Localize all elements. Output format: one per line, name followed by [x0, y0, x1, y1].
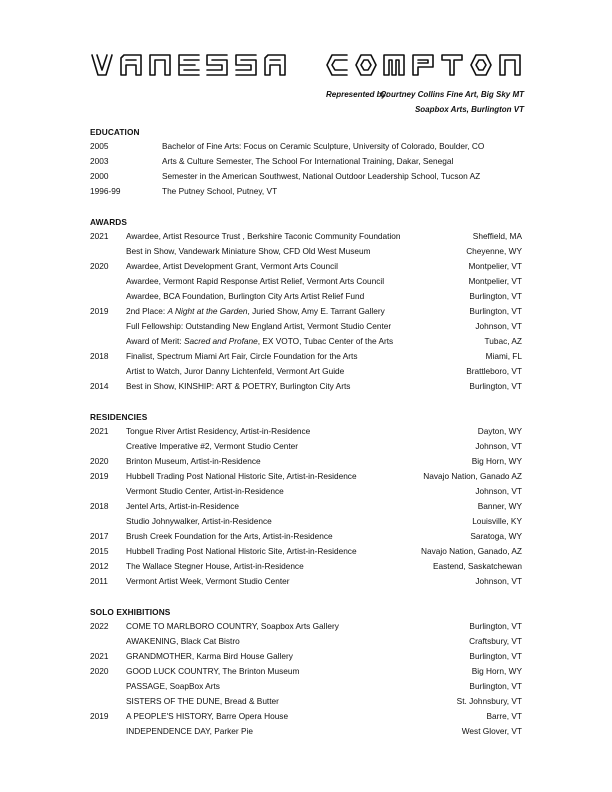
award-row	[90, 379, 522, 394]
row-description: Awardee, Artist Resource Trust , Berkshire Taconic Community Foundation	[126, 231, 401, 241]
row-location: Burlington, VT	[469, 381, 522, 391]
row-location: Miami, FL	[485, 351, 522, 361]
letter-t-glyph	[440, 52, 464, 78]
row-description: Finalist, Spectrum Miami Art Fair, Circle Foundation for the Arts	[126, 351, 358, 361]
row-location: Burlington, VT	[469, 291, 522, 301]
row-location: Barre, VT	[486, 711, 522, 721]
row-description: Semester in the American Southwest, National Outdoor Leadership School, Tucson AZ	[162, 171, 481, 181]
row-year: 2018	[90, 501, 109, 511]
row-description: Awardee, BCA Foundation, Burlington City Arts Artist Relief Fund	[126, 291, 365, 301]
row-description: Full Fellowship: Outstanding New England Artist, Vermont Studio Center	[126, 321, 392, 331]
row-description: Best in Show, Vandewark Miniature Show, CFD Old West Museum	[126, 246, 371, 256]
row-location: Dayton, WY	[477, 426, 522, 436]
residency-row	[90, 574, 522, 589]
letter-v-glyph	[90, 52, 114, 78]
row-location: Johnson, VT	[475, 321, 522, 331]
exhibition-row	[90, 694, 522, 709]
row-location: Louisville, KY	[472, 516, 522, 526]
row-description: Brinton Museum, Artist-in-Residence	[126, 456, 261, 466]
row-location: Johnson, VT	[475, 486, 522, 496]
row-description: Hubbell Trading Post National Historic Site, Artist-in-Residence	[126, 546, 357, 556]
residency-row	[90, 529, 522, 544]
row-description: Vermont Artist Week, Vermont Studio Center	[126, 576, 290, 586]
award-row	[90, 229, 522, 244]
row-location: Big Horn, WY	[471, 456, 522, 466]
row-location: Navajo Nation, Ganado, AZ	[420, 546, 522, 556]
row-year: 2020	[90, 261, 109, 271]
residency-row	[90, 484, 522, 499]
row-year: 2012	[90, 561, 109, 571]
row-location: West Glover, VT	[461, 726, 522, 736]
residency-row	[90, 454, 522, 469]
residencies-heading: RESIDENCIES	[90, 412, 148, 422]
row-year: 2015	[90, 546, 109, 556]
exhibition-row	[90, 664, 522, 679]
row-year: 2017	[90, 531, 109, 541]
education-row	[90, 154, 522, 169]
row-description: Jentel Arts, Artist-in-Residence	[126, 501, 239, 511]
row-year: 2022	[90, 621, 109, 631]
row-description: A PEOPLE'S HISTORY, Barre Opera House	[126, 711, 289, 721]
exhibition-row	[90, 679, 522, 694]
solo-exhibitions-heading: SOLO EXHIBITIONS	[90, 607, 171, 617]
education-row	[90, 184, 522, 199]
row-location: Banner, WY	[477, 501, 522, 511]
residency-row	[90, 439, 522, 454]
row-year: 2021	[90, 651, 109, 661]
description-text: Award of Merit:	[126, 336, 184, 346]
row-location: Craftsbury, VT	[469, 636, 522, 646]
row-description: Bachelor of Fine Arts: Focus on Ceramic Sculpture, University of Colorado, Boulder, CO	[162, 141, 485, 151]
row-year: 2021	[90, 231, 109, 241]
row-year: 2021	[90, 426, 109, 436]
row-year: 2003	[90, 156, 109, 166]
row-location: Burlington, VT	[469, 681, 522, 691]
residency-row	[90, 559, 522, 574]
row-description: Tongue River Artist Residency, Artist-in-Residence	[126, 426, 311, 436]
education-row	[90, 169, 522, 184]
description-text: , EX VOTO, Tubac Center of the Arts	[257, 336, 394, 346]
row-location: Montpelier, VT	[468, 261, 522, 271]
row-description	[126, 304, 385, 319]
row-description: Creative Imperative #2, Vermont Studio Center	[126, 441, 299, 451]
row-description: SISTERS OF THE DUNE, Bread & Butter	[126, 696, 279, 706]
letter-c-glyph	[325, 52, 349, 78]
letter-o-glyph	[469, 52, 493, 78]
row-location: Eastend, Saskatchewan	[432, 561, 522, 571]
row-description: INDEPENDENCE DAY, Parker Pie	[126, 726, 253, 736]
letter-o-glyph	[354, 52, 378, 78]
exhibition-row	[90, 634, 522, 649]
awards-section	[90, 216, 522, 394]
education-heading: EDUCATION	[90, 127, 140, 137]
residency-row	[90, 469, 522, 484]
row-description: Artist to Watch, Juror Danny Lichtenfeld, Vermont Art Guide	[126, 366, 345, 376]
row-description: Awardee, Artist Development Grant, Vermont Arts Council	[126, 261, 338, 271]
row-description: GRANDMOTHER, Karma Bird House Gallery	[126, 651, 293, 661]
awards-heading: AWARDS	[90, 217, 128, 227]
row-year: 2019	[90, 306, 109, 316]
row-location: Navajo Nation, Ganado AZ	[423, 471, 522, 481]
description-text: , Juried Show, Amy E. Tarrant Gallery	[247, 306, 385, 316]
education-row	[90, 139, 522, 154]
award-row	[90, 289, 522, 304]
row-year: 2005	[90, 141, 109, 151]
row-description	[126, 334, 393, 349]
award-row	[90, 244, 522, 259]
exhibition-row	[90, 709, 522, 724]
letter-n-glyph	[148, 52, 172, 78]
exhibition-title: Sacred and Profane	[183, 336, 258, 346]
row-description: Studio Johnywalker, Artist-in-Residence	[126, 516, 272, 526]
row-description: Brush Creek Foundation for the Arts, Artist-in-Residence	[126, 531, 333, 541]
residencies-section	[90, 411, 522, 589]
letter-m-glyph	[382, 52, 406, 78]
row-description: Awardee, Vermont Rapid Response Artist Relief, Vermont Arts Council	[126, 276, 385, 286]
award-row	[90, 259, 522, 274]
row-location: Burlington, VT	[469, 621, 522, 631]
row-location: Cheyenne, WY	[466, 246, 522, 256]
row-location: Big Horn, WY	[471, 666, 522, 676]
solo-exhibitions-section	[90, 606, 522, 739]
row-description: The Wallace Stegner House, Artist-in-Residence	[126, 561, 304, 571]
row-description: Vermont Studio Center, Artist-in-Residence	[126, 486, 284, 496]
row-description: Hubbell Trading Post National Historic Site, Artist-in-Residence	[126, 471, 357, 481]
description-text: 2nd Place:	[126, 306, 168, 316]
exhibition-row	[90, 619, 522, 634]
row-description: The Putney School, Putney, VT	[162, 186, 278, 196]
letter-e-glyph	[177, 52, 201, 78]
gallery-list	[380, 88, 524, 117]
education-section	[90, 126, 522, 199]
row-year: 2018	[90, 351, 109, 361]
artist-name	[90, 48, 522, 82]
row-year: 2011	[90, 576, 108, 586]
row-location: St. Johnsbury, VT	[456, 696, 522, 706]
row-description: Best in Show, KINSHIP: ART & POETRY, Burlington City Arts	[126, 381, 351, 391]
row-location: Brattleboro, VT	[466, 366, 522, 376]
award-row	[90, 349, 522, 364]
row-description: PASSAGE, SoapBox Arts	[126, 681, 220, 691]
award-row	[90, 274, 522, 289]
residency-row	[90, 499, 522, 514]
row-year: 2019	[90, 711, 109, 721]
letter-n-glyph	[498, 52, 522, 78]
letter-a-glyph	[119, 52, 143, 78]
letter-p-glyph	[411, 52, 435, 78]
row-year: 2020	[90, 456, 109, 466]
letter-s-glyph	[205, 52, 229, 78]
row-location: Burlington, VT	[469, 651, 522, 661]
artist-name-text	[90, 48, 91, 49]
row-location: Sheffield, MA	[472, 231, 522, 241]
residency-row	[90, 544, 522, 559]
row-description: Arts & Culture Semester, The School For International Training, Dakar, Senegal	[162, 156, 454, 166]
row-description: AWAKENING, Black Cat Bistro	[126, 636, 240, 646]
row-location: Tubac, AZ	[484, 336, 522, 346]
row-year: 2000	[90, 171, 109, 181]
row-year: 2020	[90, 666, 109, 676]
row-location: Burlington, VT	[469, 306, 522, 316]
row-location: Montpelier, VT	[468, 276, 522, 286]
award-row	[90, 304, 522, 319]
letter-a-glyph	[263, 52, 287, 78]
award-row	[90, 364, 522, 379]
residency-row	[90, 514, 522, 529]
row-year: 2019	[90, 471, 109, 481]
exhibition-row	[90, 649, 522, 664]
letter-s-glyph	[234, 52, 258, 78]
row-year: 1996-99	[90, 186, 121, 196]
residency-row	[90, 424, 522, 439]
row-description: GOOD LUCK COUNTRY, The Brinton Museum	[126, 666, 300, 676]
row-location: Johnson, VT	[475, 441, 522, 451]
row-location: Johnson, VT	[475, 576, 522, 586]
row-description: COME TO MARLBORO COUNTRY, Soapbox Arts Gallery	[126, 621, 339, 631]
row-location: Saratoga, WY	[470, 531, 522, 541]
award-row	[90, 319, 522, 334]
exhibition-row	[90, 724, 522, 739]
award-row	[90, 334, 522, 349]
gallery-entry: Soapbox Arts, Burlington VT	[414, 104, 524, 114]
gallery-entry: Courtney Collins Fine Art, Big Sky MT	[380, 90, 524, 99]
row-year: 2014	[90, 381, 109, 391]
exhibition-title: A Night at the Garden	[167, 306, 248, 316]
represented-by-label: Represented by:	[326, 90, 389, 99]
